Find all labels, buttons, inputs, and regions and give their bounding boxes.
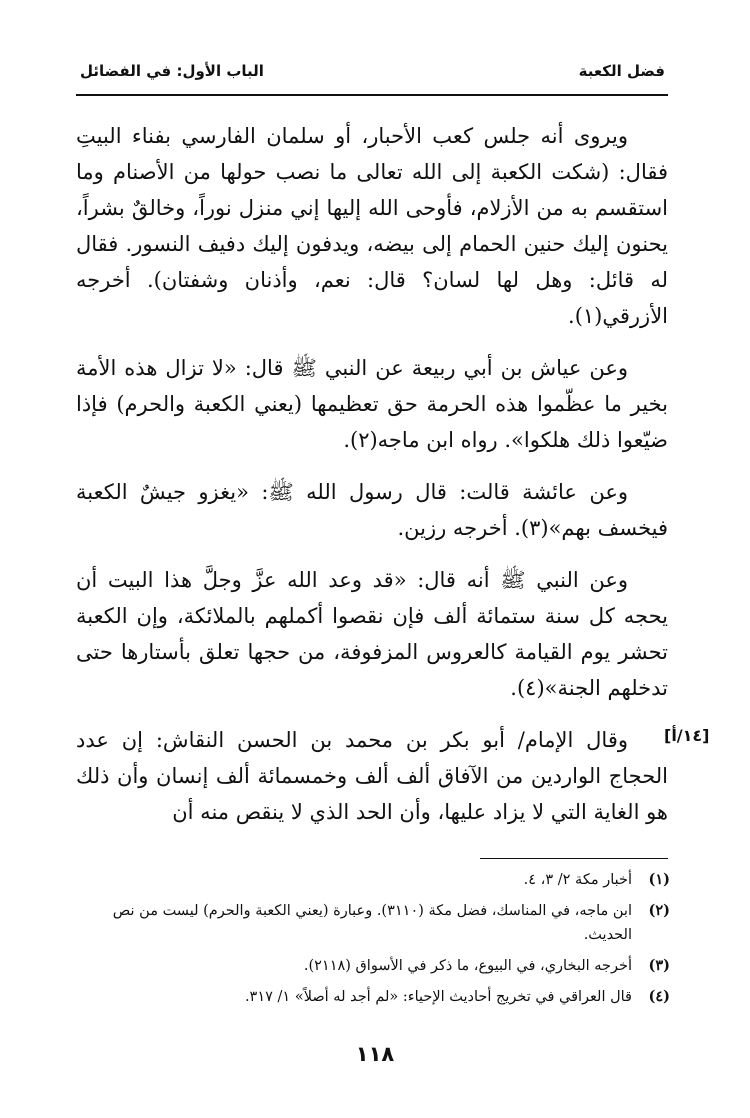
footnote-separator (480, 858, 668, 859)
header-rule (76, 94, 668, 96)
footnote-1 (90, 868, 670, 892)
footnote-text: ابن ماجه، في المناسك، فضل مكة (٣١١٠). وعبارة (يعني الكعبة والحرم) ليست من نص الحديث. (112, 903, 632, 943)
paragraph-2: وعن عياش بن أبي ربيعة عن النبي ﷺ قال: «لا تزال هذه الأمة بخير ما عظّموا هذه الحرمة حق تعظيمها (يعني الكعبة والحرم) فإذا ضيّعوا ذلك هلكوا». رواه ابن ماجه(٢). (76, 356, 668, 452)
footnote-text: أخرجه البخاري، في البيوع، ما ذكر في الأسواق (٢١١٨). (303, 958, 632, 974)
paragraph-5: وقال الإمام/ أبو بكر بن محمد بن الحسن النقاش: إن عدد الحجاج الواردين من الآفاق ألف ألف وخمسمائة ألف إنسان وأن ذلك هو الغاية التي لا يزاد عليها، وأن الحد الذي لا ينقص منه أن (76, 728, 668, 824)
footnote-4 (90, 985, 670, 1009)
manuscript-folio-marker: [١٤/أ] (664, 726, 710, 745)
main-text (76, 118, 668, 846)
footnote-text: أخبار مكة ٢/ ٣، ٤. (523, 872, 632, 888)
running-header (80, 52, 665, 88)
book-title: فضل الكعبة (578, 62, 665, 80)
paragraph-3: وعن عائشة قالت: قال رسول الله ﷺ: «يغزو جيشٌ الكعبة فيخسف بهم»(٣). أخرجه رزين. (76, 480, 668, 540)
page-number: ١١٨ (355, 1042, 395, 1066)
footnote-number: (٤) (648, 988, 670, 1005)
footnote-2 (90, 899, 670, 947)
footnote-number: (٣) (648, 957, 670, 974)
paragraph-1: ويروى أنه جلس كعب الأحبار، أو سلمان الفارسي بفناء البيتِ فقال: (شكت الكعبة إلى الله تعالى ما نصب حولها من الأصنام وما استقسم به من الأزلام، فأوحى الله إليها إني منزل نوراً، وخالقٌ بشراً، يحنون إليك حنين الحمام إلى بيضه، ويدفون إليك دفيف النسور. فقال له قائل: وهل لها لسان؟ قال: نعم، وأذنان وشفتان). أخرجه الأزرقي(١). (76, 124, 669, 328)
paragraph-4: وعن النبي ﷺ أنه قال: «قد وعد الله عزَّ وجلَّ هذا البيت أن يحجه كل سنة ستمائة ألف فإن نقصوا أكملهم بالملائكة، وإن الكعبة تحشر يوم القيامة كالعروس المزفوفة، من حجها تعلق بأستارها حتى تدخلهم الجنة»(٤). (76, 568, 668, 700)
footnotes (90, 868, 670, 1016)
chapter-title: الباب الأول: في الفضائل (80, 62, 264, 80)
footnote-number: (٢) (648, 902, 670, 919)
footnote-number: (١) (648, 871, 670, 888)
footnote-3 (90, 954, 670, 978)
footnote-text: قال العراقي في تخريج أحاديث الإحياء: «لم أجد له أصلاً» ١/ ٣١٧. (244, 989, 632, 1005)
